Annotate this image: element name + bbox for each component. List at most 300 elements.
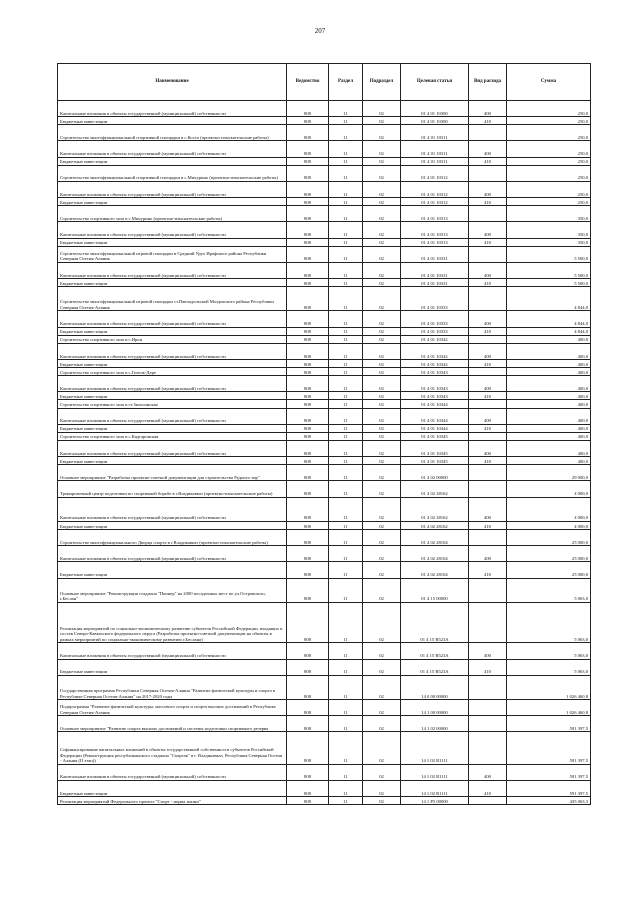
row-department: 808 <box>287 198 329 206</box>
row-subsection: 02 <box>363 311 401 327</box>
row-target-article: 01 4 01 10344 <box>401 424 469 432</box>
table-row <box>58 392 591 400</box>
row-amount: 5 500,0 <box>507 246 591 262</box>
row-section: 11 <box>329 117 363 125</box>
row-name: Бюджетные инвестиции <box>58 562 287 578</box>
row-target-article: 01 4 02 00000 <box>401 465 469 481</box>
table-row <box>58 262 591 278</box>
row-amount: 350,0 <box>507 238 591 246</box>
table-row <box>58 327 591 335</box>
row-subsection: 02 <box>363 335 401 343</box>
row-department: 808 <box>287 562 329 578</box>
row-subsection: 02 <box>363 578 401 602</box>
table-row <box>58 222 591 238</box>
row-amount: 250,0 <box>507 125 591 141</box>
row-amount: 25 000,0 <box>507 562 591 578</box>
row-target-article: 01 4 15 R523A <box>401 643 469 659</box>
row-name: Бюджетные инвестиции <box>58 392 287 400</box>
row-department: 808 <box>287 343 329 359</box>
row-expense-type: 410 <box>469 392 507 400</box>
row-section: 11 <box>329 716 363 732</box>
row-section: 11 <box>329 780 363 796</box>
row-name: Бюджетные инвестиции <box>58 157 287 165</box>
row-expense-type: 400 <box>469 222 507 238</box>
row-section: 11 <box>329 400 363 408</box>
row-target-article: 01 4 01 10311 <box>401 125 469 141</box>
row-amount: 400,0 <box>507 335 591 343</box>
row-department: 808 <box>287 602 329 643</box>
table-row <box>58 376 591 392</box>
table-row <box>58 343 591 359</box>
table-row <box>58 101 591 117</box>
row-name: Капитальные вложения в объекты государственной (муниципальной) собственности <box>58 262 287 278</box>
header-expense-type: Вид расхода <box>469 64 507 101</box>
row-expense-type: 410 <box>469 198 507 206</box>
page-number: 207 <box>314 27 326 35</box>
row-expense-type: 400 <box>469 101 507 117</box>
row-department: 808 <box>287 335 329 343</box>
row-target-article: 01 4 01 10313 <box>401 222 469 238</box>
row-expense-type: 400 <box>469 262 507 278</box>
row-target-article: 01 4 02 28162 <box>401 521 469 529</box>
row-expense-type: 410 <box>469 360 507 368</box>
row-section: 11 <box>329 432 363 440</box>
row-section: 11 <box>329 343 363 359</box>
row-target-article: 14 1 00 00000 <box>401 700 469 716</box>
row-subsection: 02 <box>363 546 401 562</box>
table-row <box>58 279 591 287</box>
row-department: 808 <box>287 465 329 481</box>
row-target-article: 01 4 01 10343 <box>401 392 469 400</box>
row-expense-type: 410 <box>469 659 507 675</box>
row-expense-type <box>469 465 507 481</box>
table-header-row <box>58 64 591 101</box>
row-amount: 400,0 <box>507 392 591 400</box>
table-row <box>58 764 591 780</box>
row-section: 11 <box>329 797 363 805</box>
row-name: Строительство спортивного зала в с.Ирон <box>58 335 287 343</box>
row-department: 808 <box>287 311 329 327</box>
row-expense-type <box>469 530 507 546</box>
row-target-article: 01 4 01 10331 <box>401 279 469 287</box>
row-subsection: 02 <box>363 602 401 643</box>
table-row <box>58 797 591 805</box>
row-section: 11 <box>329 360 363 368</box>
row-amount: 400,0 <box>507 457 591 465</box>
row-subsection: 02 <box>363 181 401 197</box>
row-subsection: 02 <box>363 562 401 578</box>
row-name: Бюджетные инвестиции <box>58 659 287 675</box>
row-amount: 350,0 <box>507 206 591 222</box>
row-target-article: 01 4 01 10342 <box>401 343 469 359</box>
row-subsection: 02 <box>363 141 401 157</box>
row-amount: 29 000,0 <box>507 465 591 481</box>
row-amount: 400,0 <box>507 432 591 440</box>
row-section: 11 <box>329 141 363 157</box>
row-target-article: 01 4 01 10331 <box>401 246 469 262</box>
row-amount: 5 063,0 <box>507 602 591 643</box>
row-department: 808 <box>287 181 329 197</box>
row-subsection: 02 <box>363 530 401 546</box>
row-expense-type: 410 <box>469 562 507 578</box>
row-target-article: 01 4 01 10342 <box>401 335 469 343</box>
table-row <box>58 311 591 327</box>
row-subsection: 02 <box>363 287 401 311</box>
row-subsection: 02 <box>363 125 401 141</box>
row-expense-type <box>469 206 507 222</box>
row-section: 11 <box>329 675 363 699</box>
table-row <box>58 562 591 578</box>
row-name: Строительство многофункциональной спортивной площадки в с.Коста (проектно-изыскательские работы) <box>58 125 287 141</box>
row-subsection: 02 <box>363 675 401 699</box>
row-department: 808 <box>287 279 329 287</box>
row-amount: 250,0 <box>507 117 591 125</box>
row-target-article: 01 4 01 10343 <box>401 368 469 376</box>
row-section: 11 <box>329 206 363 222</box>
header-name: Наименование <box>58 64 287 101</box>
row-expense-type: 410 <box>469 424 507 432</box>
row-department: 808 <box>287 424 329 432</box>
header-amount: Сумма <box>507 64 591 101</box>
row-subsection: 02 <box>363 481 401 497</box>
row-section: 11 <box>329 700 363 716</box>
row-subsection: 02 <box>363 246 401 262</box>
row-name: Софинансирование капитальных вложений в объекты государственной собственности субъектов Российской Федерации (Реконструкция республиканского стадиона "Спартак" в г. Владикавказ, Республика Северная Осетия - Алания (II этап)) <box>58 732 287 764</box>
table-row <box>58 659 591 675</box>
row-target-article: 01 4 01 10343 <box>401 376 469 392</box>
row-amount: 5 500,0 <box>507 279 591 287</box>
table-row <box>58 643 591 659</box>
row-expense-type: 410 <box>469 780 507 796</box>
row-department: 808 <box>287 675 329 699</box>
row-subsection: 02 <box>363 659 401 675</box>
table-row <box>58 546 591 562</box>
row-department: 808 <box>287 157 329 165</box>
row-expense-type <box>469 700 507 716</box>
table-row <box>58 457 591 465</box>
row-amount: 400,0 <box>507 400 591 408</box>
row-expense-type <box>469 432 507 440</box>
row-target-article: 01 4 02 28164 <box>401 546 469 562</box>
row-amount: 5 063,0 <box>507 659 591 675</box>
row-expense-type <box>469 797 507 805</box>
row-expense-type: 400 <box>469 141 507 157</box>
row-subsection: 02 <box>363 457 401 465</box>
table-row <box>58 287 591 311</box>
row-expense-type <box>469 716 507 732</box>
row-amount: 400,0 <box>507 424 591 432</box>
row-department: 808 <box>287 238 329 246</box>
row-name: Капитальные вложения в объекты государственной (муниципальной) собственности <box>58 101 287 117</box>
row-department: 808 <box>287 659 329 675</box>
row-department: 808 <box>287 246 329 262</box>
row-name: Строительство многофункциональной игровой площадки в Средний Урух Ирафского района Республики Северная Осетия-Алания <box>58 246 287 262</box>
row-target-article: 01 4 01 10331 <box>401 262 469 278</box>
row-name: Строительство спортивного зала в с.Гизель-Дере <box>58 368 287 376</box>
row-department: 808 <box>287 432 329 440</box>
row-expense-type <box>469 732 507 764</box>
row-target-article: 01 4 01 10344 <box>401 400 469 408</box>
row-expense-type: 400 <box>469 497 507 521</box>
row-department: 808 <box>287 287 329 311</box>
row-department: 808 <box>287 643 329 659</box>
row-subsection: 02 <box>363 368 401 376</box>
row-section: 11 <box>329 562 363 578</box>
row-department: 808 <box>287 117 329 125</box>
row-target-article: 14 1 02 R1111 <box>401 732 469 764</box>
table-row <box>58 716 591 732</box>
row-section: 11 <box>329 165 363 181</box>
row-subsection: 02 <box>363 279 401 287</box>
row-expense-type: 400 <box>469 546 507 562</box>
row-target-article: 01 4 15 R523A <box>401 602 469 643</box>
row-target-article: 01 4 01 10312 <box>401 165 469 181</box>
row-name: Капитальные вложения в объекты государственной (муниципальной) собственности <box>58 311 287 327</box>
row-department: 808 <box>287 732 329 764</box>
row-name: Бюджетные инвестиции <box>58 780 287 796</box>
row-amount: 591 397,5 <box>507 764 591 780</box>
row-amount: 400,0 <box>507 408 591 424</box>
row-amount: 4 844,0 <box>507 311 591 327</box>
table-row <box>58 732 591 764</box>
budget-table <box>57 63 591 805</box>
row-target-article: 01 4 01 10344 <box>401 408 469 424</box>
row-amount: 435 063,3 <box>507 797 591 805</box>
row-section: 11 <box>329 424 363 432</box>
row-department: 808 <box>287 440 329 456</box>
row-section: 11 <box>329 659 363 675</box>
row-department: 808 <box>287 327 329 335</box>
row-amount: 400,0 <box>507 343 591 359</box>
row-expense-type <box>469 246 507 262</box>
row-name: Капитальные вложения в объекты государственной (муниципальной) собственности <box>58 141 287 157</box>
row-subsection: 02 <box>363 117 401 125</box>
table-row <box>58 481 591 497</box>
row-name: Строительство спортивного зала в ст.Зильгинская <box>58 400 287 408</box>
row-name: Подпрограмма "Развитие физической культуры, массового спорта и спорта высших достижений в Республике Северная Осетия-Алания <box>58 700 287 716</box>
row-name: Капитальные вложения в объекты государственной (муниципальной) собственности <box>58 764 287 780</box>
row-section: 11 <box>329 440 363 456</box>
row-target-article: 14 1 P5 00000 <box>401 797 469 805</box>
table-row <box>58 530 591 546</box>
row-expense-type: 410 <box>469 117 507 125</box>
row-section: 11 <box>329 279 363 287</box>
row-target-article: 01 4 02 28164 <box>401 562 469 578</box>
row-expense-type: 410 <box>469 457 507 465</box>
row-target-article: 01 4 01 10313 <box>401 238 469 246</box>
row-expense-type <box>469 400 507 408</box>
row-target-article: 01 4 01 10311 <box>401 157 469 165</box>
row-section: 11 <box>329 311 363 327</box>
row-department: 808 <box>287 497 329 521</box>
row-amount: 591 397,5 <box>507 780 591 796</box>
row-amount: 4 000,0 <box>507 521 591 529</box>
row-amount: 25 000,0 <box>507 530 591 546</box>
row-section: 11 <box>329 578 363 602</box>
row-expense-type: 410 <box>469 157 507 165</box>
row-section: 11 <box>329 497 363 521</box>
row-section: 11 <box>329 643 363 659</box>
row-expense-type <box>469 602 507 643</box>
row-department: 808 <box>287 797 329 805</box>
table-row <box>58 408 591 424</box>
row-expense-type: 400 <box>469 181 507 197</box>
row-section: 11 <box>329 101 363 117</box>
row-amount: 250,0 <box>507 141 591 157</box>
row-section: 11 <box>329 238 363 246</box>
table-row <box>58 578 591 602</box>
row-name: Реализация мероприятий Федерального проекта "Спорт - норма жизни" <box>58 797 287 805</box>
row-department: 808 <box>287 530 329 546</box>
table-row <box>58 424 591 432</box>
row-department: 808 <box>287 700 329 716</box>
table-row <box>58 368 591 376</box>
table-row <box>58 181 591 197</box>
row-section: 11 <box>329 262 363 278</box>
row-name: Бюджетные инвестиции <box>58 198 287 206</box>
row-department: 808 <box>287 457 329 465</box>
table-row <box>58 432 591 440</box>
row-target-article: 14 1 02 00000 <box>401 716 469 732</box>
row-department: 808 <box>287 521 329 529</box>
row-subsection: 02 <box>363 327 401 335</box>
row-name: Капитальные вложения в объекты государственной (муниципальной) собственности <box>58 643 287 659</box>
row-amount: 1 026 460,8 <box>507 675 591 699</box>
row-section: 11 <box>329 376 363 392</box>
row-department: 808 <box>287 392 329 400</box>
row-subsection: 02 <box>363 424 401 432</box>
row-section: 11 <box>329 368 363 376</box>
table-row <box>58 141 591 157</box>
row-department: 808 <box>287 716 329 732</box>
row-amount: 1 026 460,8 <box>507 700 591 716</box>
row-subsection: 02 <box>363 521 401 529</box>
row-section: 11 <box>329 198 363 206</box>
row-amount: 400,0 <box>507 360 591 368</box>
row-department: 808 <box>287 101 329 117</box>
table-row <box>58 700 591 716</box>
row-name: Бюджетные инвестиции <box>58 238 287 246</box>
row-expense-type <box>469 125 507 141</box>
row-amount: 4 844,0 <box>507 327 591 335</box>
row-target-article: 01 4 01 10312 <box>401 181 469 197</box>
row-amount: 591 397,5 <box>507 732 591 764</box>
row-section: 11 <box>329 521 363 529</box>
header-target-article: Целевая статья <box>401 64 469 101</box>
table-row <box>58 521 591 529</box>
row-name: Государственная программа Республики Северная Осетия-Алания "Развитие физической культуры и спорта в Республике Северная Осетия-Алания" на 2017-2020 годы <box>58 675 287 699</box>
row-target-article: 14 0 00 00000 <box>401 675 469 699</box>
table-row <box>58 400 591 408</box>
row-section: 11 <box>329 408 363 424</box>
row-name: Капитальные вложения в объекты государственной (муниципальной) собственности <box>58 343 287 359</box>
row-section: 11 <box>329 335 363 343</box>
row-subsection: 02 <box>363 392 401 400</box>
row-name: Строительство спортивного зала в с.Кадгаронская <box>58 432 287 440</box>
row-target-article: 01 4 01 10342 <box>401 360 469 368</box>
row-subsection: 02 <box>363 643 401 659</box>
row-amount: 25 000,0 <box>507 546 591 562</box>
table-row <box>58 198 591 206</box>
row-name: Бюджетные инвестиции <box>58 327 287 335</box>
row-section: 11 <box>329 287 363 311</box>
row-target-article: 01 4 01 10345 <box>401 432 469 440</box>
row-subsection: 02 <box>363 157 401 165</box>
row-expense-type: 400 <box>469 408 507 424</box>
row-name: Бюджетные инвестиции <box>58 457 287 465</box>
row-subsection: 02 <box>363 400 401 408</box>
row-expense-type: 410 <box>469 279 507 287</box>
row-department: 808 <box>287 165 329 181</box>
row-expense-type <box>469 165 507 181</box>
row-section: 11 <box>329 222 363 238</box>
row-target-article: 01 4 01 10312 <box>401 198 469 206</box>
row-target-article: 01 4 01 10333 <box>401 287 469 311</box>
row-amount: 591 397,5 <box>507 716 591 732</box>
row-section: 11 <box>329 530 363 546</box>
row-subsection: 02 <box>363 797 401 805</box>
row-section: 11 <box>329 602 363 643</box>
row-subsection: 02 <box>363 222 401 238</box>
row-target-article: 01 4 01 10333 <box>401 327 469 335</box>
row-name: Строительство многофункционального Дворца спорта в г.Владикавказ (проектно-изыскательские работы) <box>58 530 287 546</box>
row-section: 11 <box>329 481 363 497</box>
row-target-article: 01 4 02 28162 <box>401 481 469 497</box>
row-expense-type: 400 <box>469 376 507 392</box>
row-name: Основное мероприятие "Разработка проектно-сметной документации для строительства Рудного тир" <box>58 465 287 481</box>
row-subsection: 02 <box>363 408 401 424</box>
row-department: 808 <box>287 546 329 562</box>
row-section: 11 <box>329 457 363 465</box>
row-target-article: 01 4 02 28164 <box>401 530 469 546</box>
row-name: Капитальные вложения в объекты государственной (муниципальной) собственности <box>58 497 287 521</box>
row-section: 11 <box>329 181 363 197</box>
row-department: 808 <box>287 408 329 424</box>
row-expense-type: 400 <box>469 311 507 327</box>
row-subsection: 02 <box>363 764 401 780</box>
row-subsection: 02 <box>363 165 401 181</box>
row-subsection: 02 <box>363 238 401 246</box>
row-target-article: 01 4 01 10311 <box>401 141 469 157</box>
row-amount: 5 500,0 <box>507 262 591 278</box>
row-subsection: 02 <box>363 497 401 521</box>
row-department: 808 <box>287 360 329 368</box>
row-expense-type <box>469 675 507 699</box>
row-amount: 250,0 <box>507 198 591 206</box>
table-row <box>58 238 591 246</box>
row-subsection: 02 <box>363 376 401 392</box>
row-amount: 350,0 <box>507 222 591 238</box>
row-department: 808 <box>287 141 329 157</box>
row-expense-type: 410 <box>469 327 507 335</box>
table-row <box>58 465 591 481</box>
row-name: Строительство многофункциональной спортивной площадки в с.Мичурино (проектно-изыскательские работы) <box>58 165 287 181</box>
row-target-article: 01 4 01 10313 <box>401 206 469 222</box>
row-section: 11 <box>329 546 363 562</box>
row-section: 11 <box>329 157 363 165</box>
row-department: 808 <box>287 368 329 376</box>
row-department: 808 <box>287 400 329 408</box>
row-subsection: 02 <box>363 780 401 796</box>
header-subsection: Подраздел <box>363 64 401 101</box>
row-name: Бюджетные инвестиции <box>58 279 287 287</box>
row-subsection: 02 <box>363 206 401 222</box>
table-row <box>58 157 591 165</box>
row-section: 11 <box>329 764 363 780</box>
row-department: 808 <box>287 222 329 238</box>
row-expense-type <box>469 287 507 311</box>
row-target-article: 01 4 01 10345 <box>401 440 469 456</box>
